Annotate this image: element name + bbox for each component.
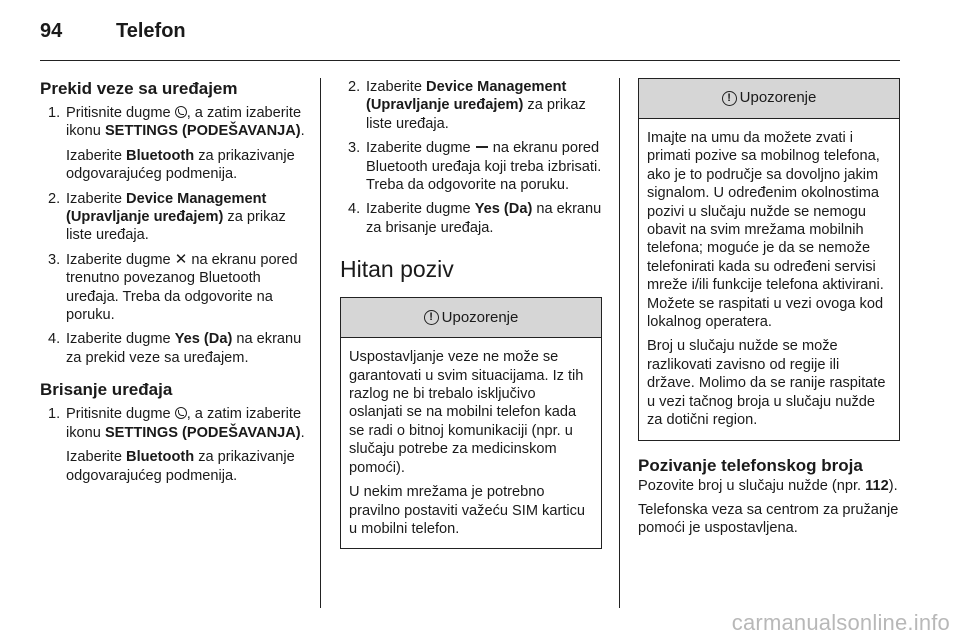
warning-box bbox=[340, 297, 602, 549]
column-divider-2 bbox=[619, 78, 620, 608]
warning-box bbox=[638, 78, 900, 441]
warning-icon: ! bbox=[424, 310, 439, 325]
close-icon: ✕ bbox=[174, 250, 188, 268]
warning-icon: ! bbox=[722, 91, 737, 106]
list-item: 4. Izaberite dugme Yes (Da) na ekranu za prekid veze sa uređajem. bbox=[48, 331, 302, 366]
list-item: 4. Izaberite dugme Yes (Da) na ekranu za brisanje uređaja. bbox=[348, 201, 602, 236]
list-item: 2. Izaberite Device Management (Upravljanje uređajem) za prikaz liste uređaja. bbox=[348, 79, 586, 132]
watermark: carmanualsonline.info bbox=[731, 610, 950, 635]
section-title-call: Pozivanje telefonskog broja bbox=[638, 455, 863, 475]
column-divider-1 bbox=[320, 78, 321, 608]
warning-body: Uspostavljanje veze ne može se garantovati u svim situacijama. Iz tih razlog ne bi trebalo isključivo oslanjati se na mobilni telefon kada se radi o bitnoj komunikaciji (npr. u slučaju potrebe za medicinskom pomoći). U nekim mrežama je potrebno pravilno postaviti važeću SIM karticu u mobilni telefon. bbox=[349, 349, 586, 537]
header-rule bbox=[40, 60, 900, 61]
page-header bbox=[40, 20, 186, 44]
list-item: 2. Izaberite Device Management (Upravljanje uređajem) za prikaz liste uređaja. bbox=[48, 190, 286, 244]
section-title-disconnect: Prekid veze sa uređajem bbox=[40, 79, 238, 98]
column-1 bbox=[40, 78, 312, 491]
warning-body: Imajte na umu da možete zvati i primati pozive sa mobilnog telefona, ako je to područje sa dovoljno jakim signalom. U određenim okolnostima pozivi u slučaju nužde se nemogu obavit na svim mrežama mobilnih telefona; moguće je da se nemože telefonirati kada su određeni servisi mreže i/ili funkcije telefona aktivirani. Možete se raspitati u vezi ovoga kod lokalnog operatera. Broj u slučaju nužde se može razlikovati zavisno od regije ili države. Molimo da se ranije raspitate u vezi tačnog broja u slučaju nužde za dotični region. bbox=[647, 130, 886, 429]
call-paragraph-1: Pozovite broj u slučaju nužde (npr. 112). bbox=[638, 477, 898, 494]
list-item: 1. Pritisnite dugme , a zatim izaberite ikonu SETTINGS (PODEŠAVANJA). Izaberite Bluetooth za prikazivanje odgovarajućeg podmenija. bbox=[48, 406, 305, 484]
column-2 bbox=[340, 78, 602, 549]
phone-icon bbox=[175, 407, 187, 419]
page-number: 94 bbox=[40, 20, 63, 42]
delete-steps bbox=[40, 405, 312, 485]
disconnect-steps bbox=[40, 104, 312, 367]
minus-icon bbox=[476, 146, 488, 148]
column-3 bbox=[638, 78, 900, 538]
delete-steps-continued bbox=[340, 78, 602, 237]
list-item: 1. Pritisnite dugme , a zatim izaberite ikonu SETTINGS (PODEŠAVANJA). Izaberite Bluetooth za prikazivanje odgovarajućeg podmenija. bbox=[48, 105, 305, 183]
list-item: 3. Izaberite dugme na ekranu pored Bluetooth uređaja koji treba izbrisati. Treba da odgovorite na poruku. bbox=[348, 140, 602, 194]
phone-icon bbox=[175, 106, 187, 118]
section-title-delete: Brisanje uređaja bbox=[40, 380, 173, 400]
warning-header: ! Upozorenje bbox=[639, 79, 899, 119]
warning-header: ! Upozorenje bbox=[341, 298, 601, 338]
call-paragraph-2: Telefonska veza sa centrom za pružanje pomoći je uspostavljena. bbox=[638, 501, 899, 537]
section-title-emergency: Hitan poziv bbox=[340, 256, 454, 283]
page-title: Telefon bbox=[116, 20, 186, 42]
list-item: 3. Izaberite dugme ✕ na ekranu pored trenutno povezanog Bluetooth uređaja. Treba da odgovorite na poruku. bbox=[48, 250, 298, 324]
